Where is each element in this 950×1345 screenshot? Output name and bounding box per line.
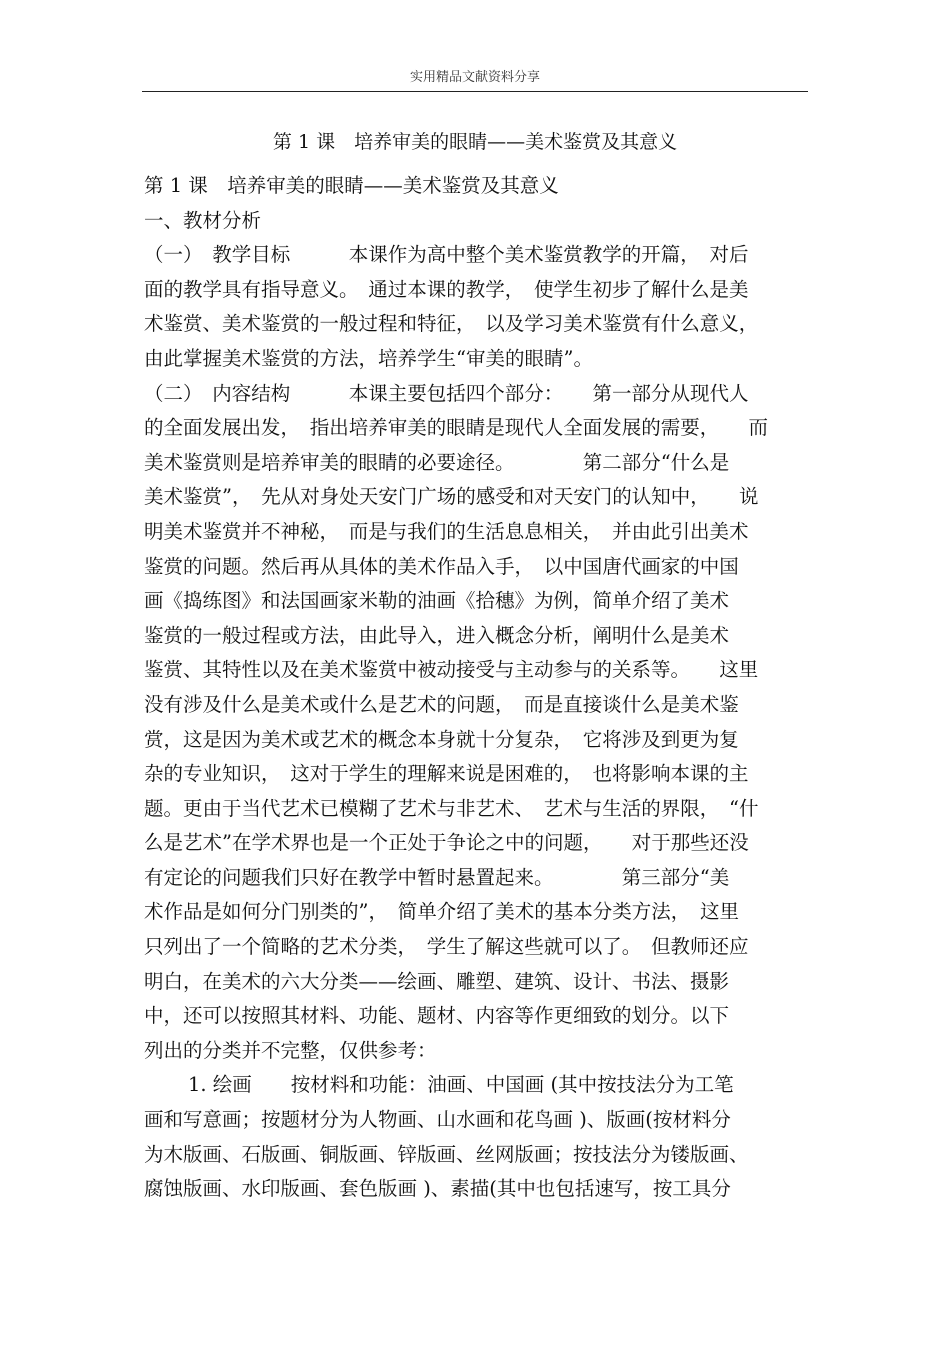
body-line: 美术鉴赏则是培养审美的眼睛的必要途径。 第二部分“什么是 (144, 450, 730, 474)
list-item-painting: 1. 绘画 按材料和功能：油画、中国画 (其中按技法分为工笔 (188, 1073, 734, 1097)
body-line: （一） 教学目标 本课作为高中整个美术鉴赏教学的开篇， 对后 (144, 243, 749, 267)
header-divider (142, 91, 808, 92)
document-body (144, 169, 810, 1207)
body-line: 只列出了一个简略的艺术分类， 学生了解这些就可以了。 但教师还应 (144, 935, 749, 959)
body-line: （二） 内容结构 本课主要包括四个部分： 第一部分从现代人 (144, 381, 749, 405)
body-line: 由此掌握美术鉴赏的方法，培养学生“审美的眼睛”。 (144, 346, 593, 370)
body-line: 杂的专业知识， 这对于学生的理解来说是困难的， 也将影响本课的主 (144, 762, 749, 786)
body-line: 画《捣练图》和法国画家米勒的油画《拾穗》为例，简单介绍了美术 (144, 589, 730, 613)
body-line: 鉴赏、其特性以及在美术鉴赏中被动接受与主动参与的关系等。 这里 (144, 658, 759, 682)
body-line: 画和写意画；按题材分为人物画、山水画和花鸟画 )、版画(按材料分 (144, 1108, 731, 1132)
document-title: 第 1 课 培养审美的眼睛——美术鉴赏及其意义 (272, 131, 678, 153)
body-line: 明美术鉴赏并不神秘， 而是与我们的生活息息相关， 并由此引出美术 (144, 519, 749, 543)
body-line: 的全面发展出发， 指出培养审美的眼睛是现代人全面发展的需要， 而 (144, 416, 769, 440)
body-line: 没有涉及什么是美术或什么是艺术的问题， 而是直接谈什么是美术鉴 (144, 692, 739, 716)
body-line: 题。更由于当代艺术已模糊了艺术与非艺术、 艺术与生活的界限， “什 (144, 796, 759, 820)
body-line: 面的教学具有指导意义。 通过本课的教学， 使学生初步了解什么是美 (144, 277, 749, 301)
body-line: 列出的分类并不完整，仅供参考： (144, 1038, 437, 1062)
body-line: 腐蚀版画、水印版画、套色版画 )、素描(其中也包括速写，按工具分 (144, 1177, 731, 1201)
body-line: 美术鉴赏”， 先从对身处天安门广场的感受和对天安门的认知中， 说 (144, 485, 759, 509)
body-line: 中，还可以按照其材料、功能、题材、内容等作更细致的划分。以下 (144, 1004, 730, 1028)
section-heading: 一、教材分析 (144, 208, 262, 232)
body-line: 么是艺术”在学术界也是一个正处于争论之中的问题， 对于那些还没 (144, 831, 749, 855)
page-header: 实用精品文献资料分享 (409, 70, 540, 85)
body-line: 为木版画、石版画、铜版画、锌版画、丝网版画；按技法分为镂版画、 (144, 1142, 749, 1166)
body-line: 赏，这是因为美术或艺术的概念本身就十分复杂， 它将涉及到更为复 (144, 727, 739, 751)
body-line: 鉴赏的一般过程或方法，由此导入，进入概念分析，阐明什么是美术 (144, 623, 730, 647)
body-line: 鉴赏的问题。然后再从具体的美术作品入手， 以中国唐代画家的中国 (144, 554, 739, 578)
body-line-heading: 第 1 课 培养审美的眼睛——美术鉴赏及其意义 (144, 174, 559, 197)
body-line: 明白，在美术的六大分类——绘画、雕塑、建筑、设计、书法、摄影 (144, 969, 730, 993)
body-line: 术鉴赏、美术鉴赏的一般过程和特征， 以及学习美术鉴赏有什么意义， (144, 312, 759, 336)
body-line: 术作品是如何分门别类的”， 简单介绍了美术的基本分类方法， 这里 (144, 900, 739, 924)
body-line: 有定论的问题我们只好在教学中暂时悬置起来。 第三部分“美 (144, 865, 730, 889)
